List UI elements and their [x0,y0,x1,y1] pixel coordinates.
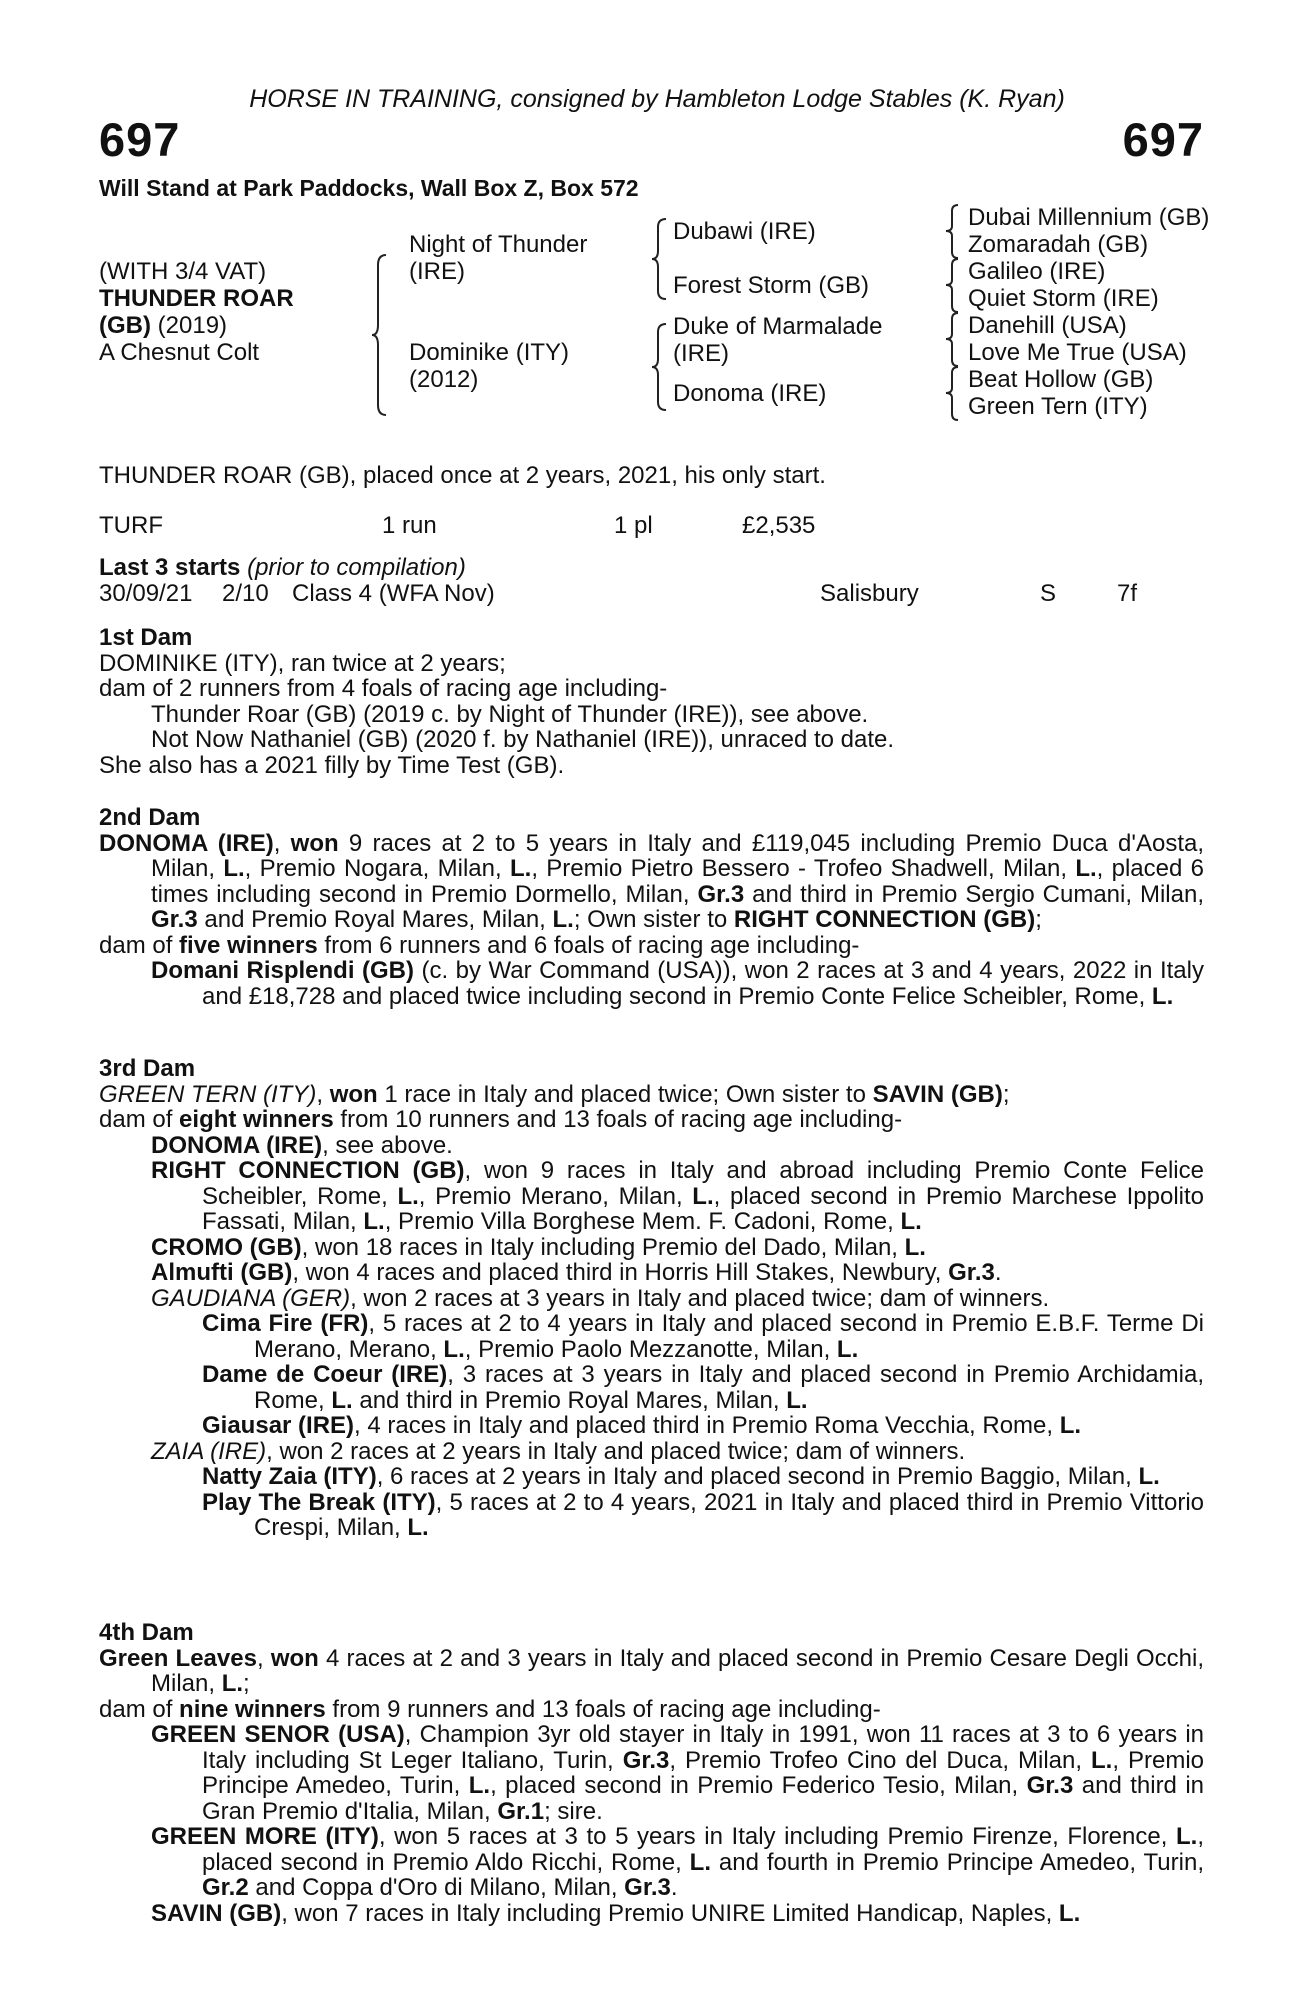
record-earnings: £2,535 [742,512,816,539]
progeny-line: Thunder Roar (GB) (2019 c. by Night of Thunder (IRE)), see above. [151,700,869,728]
record-text: ; sire. [544,1797,603,1825]
grade-3: Gr.3 [948,1259,995,1286]
dam-record: GREEN TERN (ITY), won 1 race in Italy and placed twice; Own sister to SAVIN (GB); [99,1080,1010,1108]
grade-listed: L. [363,1208,385,1235]
dam-sire-line1: Duke of Marmalade [673,313,883,340]
progeny-name: GREEN MORE (ITY) [151,1823,379,1850]
grand-progeny-record [99,1413,1204,1439]
progeny-name: ZAIA (IRE) [151,1437,267,1465]
progeny-record: GREEN MORE (ITY), won 5 races at 3 to 5 years in Italy including Premio Firenze, Florence, L., placed second in Premio Aldo Ricchi, Rome, L. and fourth in Premio Principe Amedeo, Turin, Gr.2 and Coppa d'Oro di Milano, Milan, Gr.3. [151,1823,1204,1901]
progeny-name: SAVIN (GB) [151,1899,282,1927]
grade-listed: L. [692,1182,714,1210]
fourth-dam-section [99,1620,1204,1926]
dam-line: DOMINIKE (ITY), ran twice at 2 years; [99,649,506,677]
last-start-class: Class 4 (WFA Nov) [292,580,495,607]
progeny-name: Dame de Coeur (IRE) [202,1361,448,1388]
progeny-record [99,1286,1204,1312]
gen3-ancestor: Quiet Storm (IRE) [968,285,1159,312]
record-text: , Champion 3yr old stayer in Italy in 1991, won 11 races at 3 to 6 years in Italy including St Leger Italiano, Turin, [202,1721,1205,1774]
section-heading: 4th Dam [99,1619,194,1646]
horse-name: THUNDER ROAR [99,285,294,312]
grade-listed: L. [786,1386,808,1414]
grade-listed: L. [397,1182,419,1210]
progeny-name: GREEN SENOR (USA) [151,1721,405,1748]
grade-listed: L. [509,855,532,882]
record-text: , 5 races at 2 to 4 years, 2021 in Italy and placed third in Premio Vittorio Crespi, Milan, [254,1488,1204,1541]
grade-3: Gr.3 [624,1874,671,1901]
progeny-record [99,1158,1204,1235]
stabling-info: Will Stand at Park Paddocks, Wall Box Z, Box 572 [99,175,639,201]
record-text: and fourth in Premio Principe Amedeo, Turin, [710,1848,1204,1876]
record-text: and Coppa d'Oro di Milano, Milan, [248,1874,625,1901]
dam-of-line [99,1697,1204,1723]
grade-listed: L. [407,1514,429,1541]
progeny-name: Domani Risplendi (GB) [151,957,414,984]
progeny-name: Play The Break (ITY) [202,1488,436,1516]
record-text: , placed 6 times including second in Premio Dormello, Milan, [151,855,1204,908]
sire-sire: Dubawi (IRE) [673,218,816,245]
grade-listed: L. [221,1670,244,1697]
last-start-course: Salisbury [820,580,919,607]
won-label: won [270,1644,319,1672]
pedigree-bracket [946,367,962,420]
grade-listed: L. [836,1335,859,1363]
record-text: (c. by War Command (USA)), won 2 races at 3 and 4 years, 2022 in Italy and £18,728 and placed twice including second in Premio Conte Felice Scheibler, Rome, [202,957,1204,1010]
gen3-ancestor: Galileo (IRE) [968,258,1106,285]
winners-count: nine winners [179,1695,326,1723]
pedigree-bracket [372,255,392,415]
progeny-record [99,1235,1204,1261]
sire-name-line1: Night of Thunder [409,231,588,258]
pedigree-bracket [652,324,672,410]
record-text: , 6 races at 2 years in Italy and placed second in Premio Baggio, Milan, [376,1463,1139,1490]
grade-listed: L. [1075,855,1097,882]
sire-dam: Forest Storm (GB) [673,272,870,299]
grand-progeny-record [99,1362,1204,1413]
lot-number-left: 697 [99,113,181,166]
progeny-name: DONOMA (IRE) [151,1131,323,1159]
record-text: , Premio Villa Borghese Mem. F. Cadoni, Rome, [384,1208,901,1235]
dam-name: Green Leaves [99,1644,257,1672]
grade-listed: L. [552,906,574,933]
record-text: , 5 races at 2 to 4 years in Italy and placed second in Premio E.B.F. Terme Di Merano, Merano, [254,1310,1205,1363]
grade-3: Gr.3 [151,906,198,933]
winners-count: eight winners [179,1106,334,1133]
record-text: dam of [99,1106,180,1133]
grand-progeny-record [99,1311,1204,1362]
horse-origin: (GB) [99,312,151,339]
record-surface: TURF [99,512,163,539]
horse-description: A Chesnut Colt [99,339,260,366]
gen3-ancestor: Danehill (USA) [968,312,1127,339]
grand-progeny-record [99,1490,1204,1541]
grade-3: Gr.3 [1026,1772,1074,1799]
record-text: and third in Gran Premio d'Italia, Milan, [202,1772,1205,1825]
record-text: , Premio Merano, Milan, [418,1182,693,1210]
gen3-ancestor: Zomaradah (GB) [968,231,1149,258]
record-text: , 4 races in Italy and placed third in Premio Roma Vecchia, Rome, [354,1412,1060,1439]
record-text: and third in Premio Sergio Cumani, Milan, [744,880,1204,908]
progeny-name: Giausar (IRE) [202,1412,355,1439]
grade-1: Gr.1 [497,1797,545,1825]
progeny-name: Natty Zaia (ITY) [202,1463,377,1490]
record-text: , placed second in Premio Federico Tesio, Milan, [490,1772,1027,1799]
pedigree-bracket [946,205,962,258]
progeny-record [99,1133,1204,1159]
dam-of-line [99,933,1204,959]
gen3-ancestor: Green Tern (ITY) [968,393,1148,420]
grade-listed: L. [1091,1746,1113,1774]
dam-line: dam of 2 runners from 4 foals of racing age including- [99,675,668,702]
last-start-position: 2/10 [222,580,269,607]
dam-dam: Donoma (IRE) [673,380,827,407]
record-text: 4 races at 2 and 3 years in Italy and placed second in Premio Cesare Degli Occhi, Milan, [151,1644,1204,1697]
dam-line: She also has a 2021 filly by Time Test (GB). [99,751,565,779]
pedigree-bracket [946,313,962,366]
progeny-record [99,1722,1204,1824]
record-text: , won 5 races at 3 to 5 years in Italy including Premio Firenze, Florence, [378,1823,1176,1850]
pedigree-bracket [946,259,962,312]
grade-listed: L. [1151,982,1174,1010]
first-dam-section [99,625,1204,778]
record-text: ; [1035,906,1042,933]
record-text: , Premio Principe Amedeo, Turin, [202,1746,1204,1799]
gen3-ancestor: Beat Hollow (GB) [968,366,1154,393]
grade-3: Gr.3 [622,1746,670,1774]
record-text: , see above. [322,1131,453,1159]
sibling-name: RIGHT CONNECTION (GB) [733,906,1036,933]
record-text: , placed second in Premio Marchese Ippolito Fassati, Milan, [202,1182,1204,1235]
record-placings: 1 pl [614,512,653,539]
record-text: , won 2 races at 3 years in Italy and placed twice; dam of winners. [350,1284,1050,1312]
last-start-going: S [1040,580,1057,607]
horse-year: (2019) [157,312,228,339]
grade-listed: L. [1058,1899,1081,1927]
section-heading: 2nd Dam [99,804,201,831]
dam-of-line [99,1107,1204,1133]
record-text: and third in Premio Royal Mares, Milan, [352,1386,787,1414]
dam-name: GREEN TERN (ITY) [99,1080,317,1108]
record-text: , Premio Pietro Bessero - Trofeo Shadwell, Milan, [531,855,1076,882]
grade-listed: L. [223,855,245,882]
dam-name: DONOMA (IRE) [99,829,274,857]
record-runs: 1 run [382,512,437,539]
record-text: , placed second in Premio Aldo Ricchi, Rome, [202,1823,1204,1876]
last-starts-note: (prior to compilation) [247,554,466,581]
sibling-name: SAVIN (GB) [872,1080,1003,1108]
section-heading: 1st Dam [99,624,193,651]
horse-vat: (WITH 3/4 VAT) [99,258,267,285]
grade-listed: L. [904,1233,926,1261]
record-text: , 3 races at 3 years in Italy and placed second in Premio Archidamia, Rome, [254,1361,1204,1414]
third-dam-section [99,1056,1204,1541]
record-text: ; [243,1670,250,1697]
progeny-name: CROMO (GB) [151,1233,302,1261]
grade-listed: L. [468,1772,491,1799]
sire-name-line2: (IRE) [409,258,465,285]
pedigree-bracket [652,219,672,299]
winners-count: five winners [179,931,318,959]
grade-listed: L. [443,1335,465,1363]
last-start-date: 30/09/21 [99,580,193,607]
grade-2: Gr.2 [202,1874,249,1901]
grade-listed: L. [900,1208,922,1235]
record-text: , Premio Trofeo Cino del Duca, Milan, [669,1746,1092,1774]
gen3-ancestor: Dubai Millennium (GB) [968,204,1210,231]
record-text: , won 4 races and placed third in Horris Hill Stakes, Newbury, [292,1259,949,1286]
section-heading: 3rd Dam [99,1055,196,1082]
record-text: ; [1002,1080,1010,1108]
grade-listed: L. [1175,1823,1198,1850]
dam-name-line1: Dominike (ITY) [409,339,570,366]
record-text: dam of [99,1695,180,1723]
progeny-record [99,958,1204,1009]
progeny-name: Almufti (GB) [151,1259,293,1286]
won-label: won [329,1080,378,1108]
consignment-line: HORSE IN TRAINING, consigned by Hambleton Lodge Stables (K. Ryan) [249,85,1065,113]
record-text: , [256,1644,271,1672]
dam-name-line2: (2012) [409,366,479,393]
record-text: , Premio Nogara, Milan, [244,855,510,882]
dam-record [99,1646,1204,1697]
record-text: from 6 runners and 6 foals of racing age including- [317,931,860,959]
progeny-record [99,1439,1204,1465]
record-text: ; Own sister to [573,906,734,933]
record-text: 1 race in Italy and placed twice; Own sister to [377,1080,873,1108]
last-starts-title: Last 3 starts [99,554,241,581]
won-label: won [290,829,339,857]
grade-listed: L. [331,1386,353,1414]
dam-record: DONOMA (IRE), won 9 races at 2 to 5 years in Italy and £119,045 including Premio Duca d'Aosta, Milan, L., Premio Nogara, Milan, L., Premio Pietro Bessero - Trofeo Shadwell, Milan, L., placed 6 times including second in Premio Dormello, Milan, Gr.3 and third in Premio Sergio Cumani, Milan, Gr.3 and Premio Royal Mares, Milan, L.; Own sister to RIGHT CONNECTION (GB); [99,829,1205,933]
progeny-name: Cima Fire (FR) [202,1310,369,1337]
record-text: , won 9 races in Italy and abroad including Premio Conte Felice Scheibler, Rome, [202,1157,1204,1210]
record-text: 9 races at 2 to 5 years in Italy and £119,045 including Premio Duca d'Aosta, Milan, [151,829,1205,882]
lot-number-right: 697 [1122,113,1204,166]
grade-listed: L. [689,1848,711,1876]
progeny-line: Not Now Nathaniel (GB) (2020 f. by Nathaniel (IRE)), unraced to date. [151,726,895,753]
grand-progeny-record [99,1464,1204,1490]
progeny-record: Almufti (GB), won 4 races and placed third in Horris Hill Stakes, Newbury, Gr.3. [151,1259,1002,1286]
gen3-ancestor: Love Me True (USA) [968,339,1187,366]
last-starts-heading [99,554,466,582]
horse-origin-year [99,312,227,339]
record-text: and Premio Royal Mares, Milan, [197,906,553,933]
second-dam-section [99,805,1204,1009]
grade-listed: L. [1059,1412,1082,1439]
progeny-record [99,1901,1204,1927]
record-text: , Premio Paolo Mezzanotte, Milan, [464,1335,837,1363]
record-text: , won 18 races in Italy including Premio del Dado, Milan, [301,1233,905,1261]
dam-sire-line2: (IRE) [673,340,729,367]
record-text: , won 2 races at 2 years in Italy and placed twice; dam of winners. [266,1437,966,1465]
record-text: dam of [99,931,180,959]
record-text: , won 7 races in Italy including Premio UNIRE Limited Handicap, Naples, [281,1899,1059,1927]
progeny-name: GAUDIANA (GER) [151,1284,351,1312]
grade-listed: L. [1138,1463,1160,1490]
last-start-distance: 7f [1117,580,1138,607]
racing-summary: THUNDER ROAR (GB), placed once at 2 years, 2021, his only start. [99,462,826,489]
record-text: from 9 runners and 13 foals of racing age including- [325,1695,881,1723]
record-text: from 10 runners and 13 foals of racing age including- [333,1106,903,1133]
progeny-name: RIGHT CONNECTION (GB) [151,1157,465,1184]
grade-3: Gr.3 [697,880,745,908]
